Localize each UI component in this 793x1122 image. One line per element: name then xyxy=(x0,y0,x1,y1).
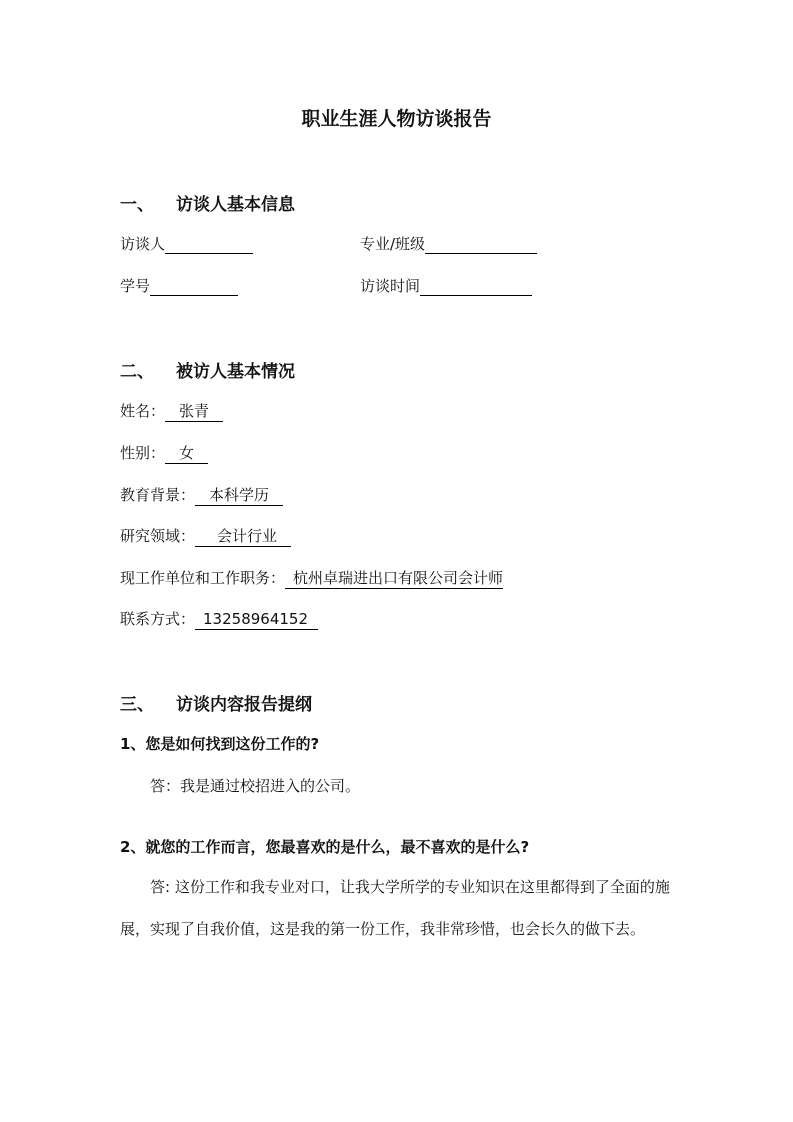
contact-value: 13258964152 xyxy=(195,610,318,630)
interviewer-label: 访谈人 xyxy=(120,235,166,253)
interview-time-blank[interactable] xyxy=(420,278,532,296)
gender-value: 女 xyxy=(165,444,208,464)
section2-heading xyxy=(120,357,295,382)
job-value: 杭州卓瑞进出口有限公司会计师 xyxy=(285,569,503,589)
contact-field xyxy=(120,608,318,630)
name-value: 张青 xyxy=(165,402,223,422)
answer-2: 答: 这份工作和我专业对口，让我大学所学的专业知识在这里都得到了全面的施展，实现了自我价值，这是我的第一份工作，我非常珍惜，也会长久的做下去。 xyxy=(120,878,670,938)
gender-field xyxy=(120,442,208,464)
name-field xyxy=(120,400,223,422)
answer-1: 答：我是通过校招进入的公司。 xyxy=(150,777,361,795)
student-id-blank[interactable] xyxy=(150,278,238,296)
question-2: 2、就您的工作而言，您最喜欢的是什么，最不喜欢的是什么? xyxy=(120,838,530,856)
interview-time-field xyxy=(360,275,532,296)
page-title: 职业生涯人物访谈报告 xyxy=(301,108,492,130)
interviewer-blank[interactable] xyxy=(165,236,253,254)
contact-label: 联系方式： xyxy=(120,610,196,628)
job-label: 现工作单位和工作职务： xyxy=(120,569,286,587)
section1-heading xyxy=(120,190,295,215)
section3-heading xyxy=(120,690,312,715)
answer-2-paragraph xyxy=(120,866,676,950)
education-field xyxy=(120,484,283,506)
major-class-label: 专业/班级 xyxy=(360,235,426,253)
education-label: 教育背景： xyxy=(120,486,196,504)
section1-number: 一、 xyxy=(120,195,154,215)
interviewer-field xyxy=(120,233,253,254)
section3-number: 三、 xyxy=(120,695,154,715)
question-1: 1、您是如何找到这份工作的? xyxy=(120,735,320,753)
education-value: 本科学历 xyxy=(195,486,283,506)
major-class-field xyxy=(360,233,537,254)
student-id-field xyxy=(120,275,238,296)
section2-number: 二、 xyxy=(120,362,154,382)
section2-title: 被访人基本情况 xyxy=(176,362,295,382)
research-value: 会计行业 xyxy=(195,527,291,547)
major-class-blank[interactable] xyxy=(425,236,537,254)
section3-title: 访谈内容报告提纲 xyxy=(176,695,312,715)
section1-title: 访谈人基本信息 xyxy=(176,195,295,215)
job-field xyxy=(120,567,503,589)
gender-label: 性别： xyxy=(120,444,166,462)
research-label: 研究领域： xyxy=(120,527,196,545)
student-id-label: 学号 xyxy=(120,277,151,295)
interview-time-label: 访谈时间 xyxy=(360,277,421,295)
name-label: 姓名： xyxy=(120,402,166,420)
research-field xyxy=(120,525,291,547)
